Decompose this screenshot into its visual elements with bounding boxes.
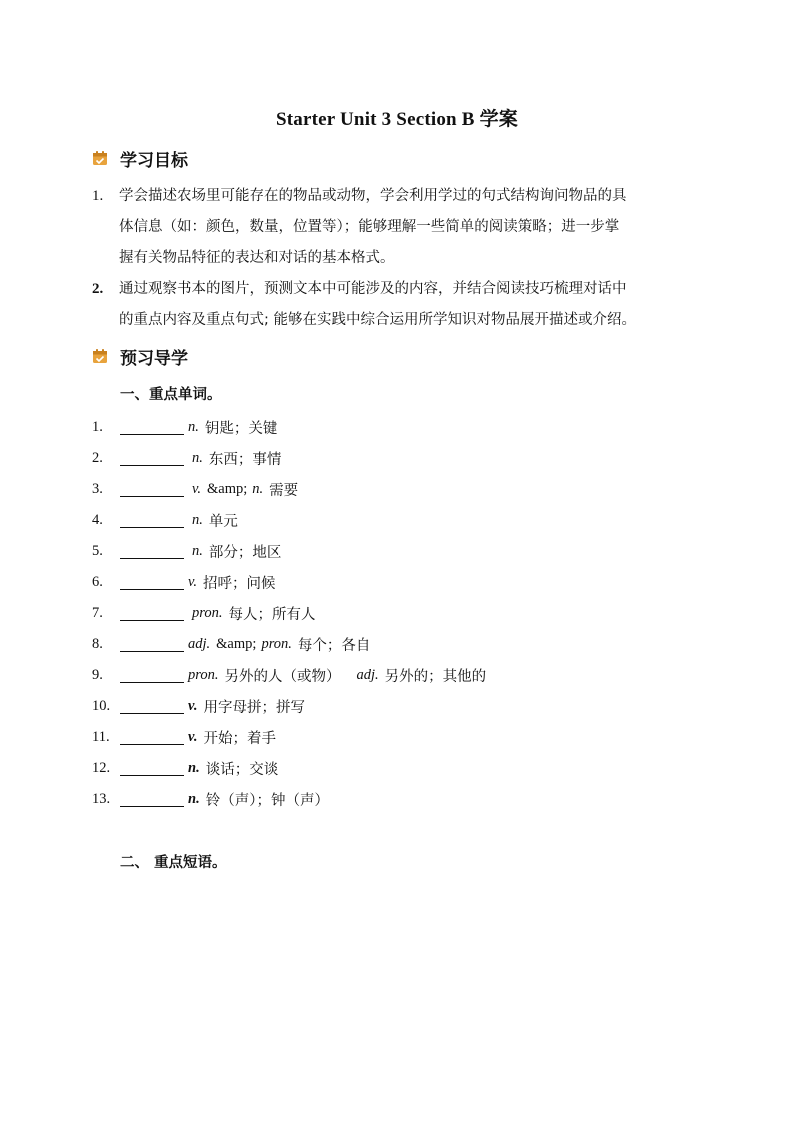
- objective-number: 1.: [92, 188, 104, 204]
- answer-blank[interactable]: [120, 699, 184, 714]
- vocab-meaning: 另外的人（或物）: [224, 669, 341, 685]
- answer-blank[interactable]: [120, 668, 184, 683]
- answer-blank[interactable]: [120, 637, 184, 652]
- vocab-meaning: 需要: [269, 483, 299, 499]
- vocab-row: [92, 443, 712, 474]
- vocab-row: [92, 629, 712, 660]
- vocab-meaning: 谈话；交谈: [205, 762, 279, 778]
- answer-blank[interactable]: [120, 513, 184, 528]
- part-of-speech: pron.: [261, 636, 292, 652]
- vocab-number: 13.: [92, 791, 111, 807]
- vocab-number: 6.: [92, 574, 103, 590]
- ampersand-text: &amp;: [216, 636, 257, 652]
- vocab-number: 12.: [92, 760, 111, 776]
- vocab-meaning: 开始；着手: [203, 731, 277, 747]
- subheading-key-words: 一、重点单词。: [120, 387, 222, 403]
- vocab-row: [92, 722, 712, 753]
- answer-blank[interactable]: [120, 451, 184, 466]
- section-label: 学习目标: [120, 150, 188, 171]
- objective-number: 2.: [92, 281, 104, 297]
- part-of-speech: n.: [188, 791, 200, 807]
- part-of-speech: pron.: [192, 605, 223, 621]
- part-of-speech: n.: [252, 481, 264, 497]
- vocab-number: 11.: [92, 729, 110, 745]
- objective-line: 学会描述农场里可能存在的物品或动物，学会利用学过的句式结构询问物品的具: [119, 188, 627, 204]
- vocab-meaning: 每人；所有人: [228, 607, 316, 623]
- vocab-row: [92, 660, 712, 691]
- vocab-row: [92, 536, 712, 567]
- vocab-meaning: 用字母拼；拼写: [203, 700, 306, 716]
- part-of-speech: n.: [192, 512, 203, 528]
- section-label: 预习导学: [120, 348, 188, 369]
- answer-blank[interactable]: [120, 420, 184, 435]
- part-of-speech: v.: [188, 574, 197, 590]
- vocab-meaning: 招呼；问候: [203, 576, 276, 592]
- ampersand-text: &amp;: [207, 481, 248, 497]
- vocab-meaning: 另外的；其他的: [384, 669, 487, 685]
- part-of-speech: adj.: [188, 636, 211, 652]
- vocab-row: [92, 412, 712, 443]
- vocab-row: [92, 753, 712, 784]
- part-of-speech: n.: [192, 543, 203, 559]
- vocab-number: 7.: [92, 605, 103, 621]
- objective-line: 握有关物品特征的表达和对话的基本格式。: [119, 250, 395, 266]
- part-of-speech: v.: [188, 729, 198, 745]
- vocab-row: [92, 567, 712, 598]
- vocab-row: [92, 784, 712, 815]
- vocab-row: [92, 691, 712, 722]
- vocab-row: [92, 474, 712, 505]
- vocab-row: [92, 505, 712, 536]
- answer-blank[interactable]: [120, 575, 184, 590]
- vocab-number: 1.: [92, 419, 103, 435]
- page-title: Starter Unit 3 Section B 学案: [275, 109, 518, 130]
- part-of-speech: adj.: [356, 667, 379, 683]
- objective-line: 体信息（如：颜色，数量，位置等）；能够理解一些简单的阅读策略；进一步掌: [119, 219, 620, 235]
- part-of-speech: n.: [188, 760, 200, 776]
- section-heading-objectives: [92, 146, 188, 170]
- answer-blank[interactable]: [120, 792, 184, 807]
- vocab-number: 10.: [92, 698, 111, 714]
- answer-blank[interactable]: [120, 761, 184, 776]
- subheading-key-phrases: 二、 重点短语。: [120, 855, 227, 871]
- calendar-check-icon: [92, 150, 108, 166]
- vocab-number: 2.: [92, 450, 103, 466]
- answer-blank[interactable]: [120, 606, 184, 621]
- objective-line: 的重点内容及重点句式; 能够在实践中综合运用所学知识对物品展开描述或介绍。: [119, 312, 636, 328]
- answer-blank[interactable]: [120, 544, 184, 559]
- vocab-number: 9.: [92, 667, 103, 683]
- vocab-meaning: 每个；各自: [297, 638, 371, 654]
- vocab-number: 3.: [92, 481, 103, 497]
- vocab-meaning: 东西；事情: [208, 452, 282, 468]
- vocab-number: 8.: [92, 636, 103, 652]
- vocab-meaning: 部分；地区: [208, 545, 282, 561]
- part-of-speech: pron.: [188, 667, 219, 683]
- vocab-list: [92, 412, 712, 815]
- calendar-check-icon: [92, 348, 108, 364]
- vocab-number: 4.: [92, 512, 103, 528]
- objective-item: [92, 274, 692, 336]
- vocab-number: 5.: [92, 543, 103, 559]
- vocab-row: [92, 598, 712, 629]
- objective-item: [92, 181, 692, 274]
- vocab-meaning: 铃（声）；钟（声）: [205, 793, 329, 809]
- answer-blank[interactable]: [120, 730, 184, 745]
- section-heading-preview: [92, 344, 188, 368]
- answer-blank[interactable]: [120, 482, 184, 497]
- part-of-speech: v.: [192, 481, 201, 497]
- objective-line: 通过观察书本的图片，预测文本中可能涉及的内容，并结合阅读技巧梳理对话中: [119, 281, 627, 297]
- part-of-speech: v.: [188, 698, 198, 714]
- part-of-speech: n.: [192, 450, 203, 466]
- part-of-speech: n.: [188, 419, 199, 435]
- vocab-meaning: 钥匙；关键: [204, 421, 278, 437]
- vocab-meaning: 单元: [208, 514, 238, 530]
